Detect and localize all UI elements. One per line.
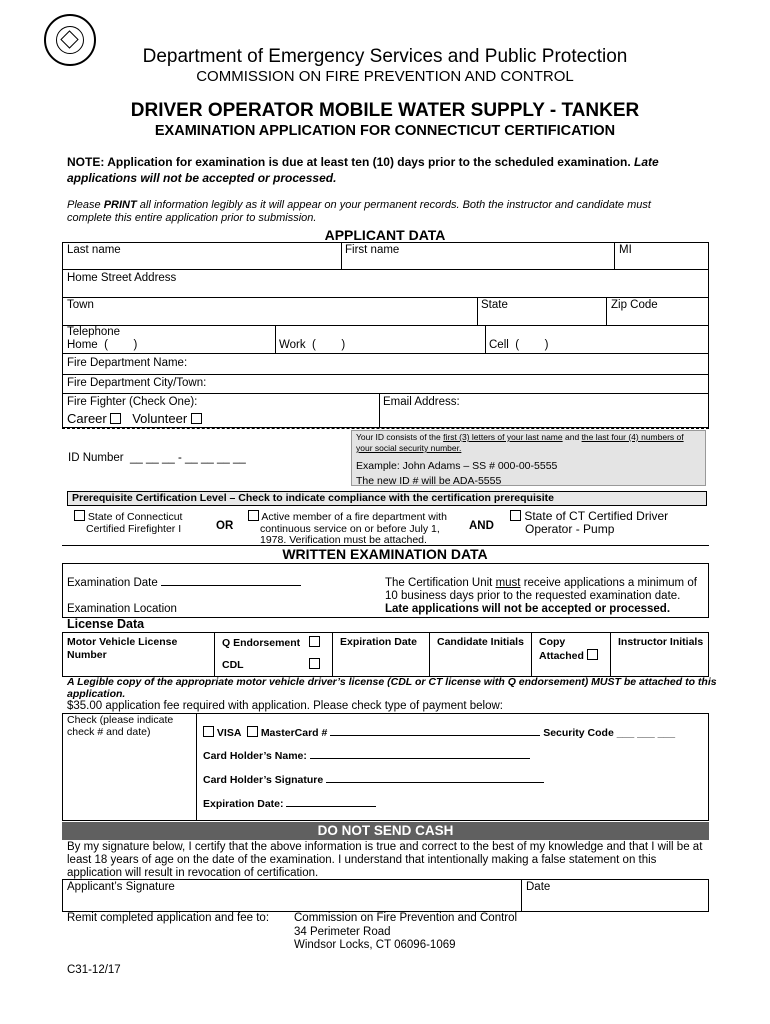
form-title: DRIVER OPERATOR MOBILE WATER SUPPLY - TANKER [130, 100, 640, 121]
department-name: Department of Emergency Services and Public Protection [142, 46, 628, 67]
mi-field[interactable]: MI [619, 244, 632, 256]
candidate-initials-field[interactable]: Candidate Initials [437, 636, 524, 648]
legible-copy-notice: A Legible copy of the appropriate motor vehicle driver’s license (CDL or CT license with Q endorsement) MUST be attached to this application. [67, 676, 717, 700]
visa-checkbox[interactable] [203, 726, 214, 737]
license-data-heading: License Data [67, 617, 145, 631]
town-field[interactable]: Town [67, 299, 94, 311]
written-exam-heading: WRITTEN EXAMINATION DATA [282, 546, 488, 562]
fire-fighter-check-label: Fire Fighter (Check One): [67, 396, 198, 408]
prereq-option-ff1: State of Connecticut Certified Firefighter I [74, 510, 182, 535]
id-number-field[interactable]: ID Number __ __ __ - __ __ __ __ [68, 452, 246, 464]
cell-phone-field[interactable]: Cell ( ) [489, 339, 549, 351]
expiration-date-field[interactable]: Expiration Date [340, 636, 418, 648]
note-text-line2: applications will not be accepted or processed. [67, 171, 337, 185]
work-phone-field[interactable]: Work ( ) [279, 339, 346, 351]
cdl-checkbox[interactable] [309, 658, 320, 669]
and-text: AND [469, 520, 494, 532]
volunteer-checkbox[interactable] [191, 413, 202, 424]
fire-department-name-field[interactable]: Fire Department Name: [67, 357, 188, 369]
prereq-option-driver-pump: State of CT Certified Driver Operator - Pump [510, 510, 668, 536]
copy-attached-option: Copy Attached [539, 636, 598, 663]
career-volunteer-options: Career Volunteer [67, 411, 202, 426]
check-payment-field[interactable]: Check (please indicate check # and date) [67, 714, 174, 738]
applicant-signature-field[interactable]: Applicant’s Signature [67, 881, 175, 893]
driver-pump-checkbox[interactable] [510, 510, 521, 521]
id-example-text: Example: John Adams – SS # 000-00-5555 [356, 460, 558, 472]
home-phone-field[interactable]: Home ( ) [67, 339, 138, 351]
remit-label: Remit completed application and fee to: [67, 912, 270, 924]
zip-code-field[interactable]: Zip Code [611, 299, 658, 311]
mastercard-checkbox[interactable] [247, 726, 258, 737]
signature-date-field[interactable]: Date [526, 881, 551, 893]
email-address-field[interactable]: Email Address: [383, 396, 460, 408]
telephone-label: Telephone [67, 326, 121, 338]
form-subtitle: EXAMINATION APPLICATION FOR CONNECTICUT CERTIFICATION [154, 123, 616, 139]
home-street-field[interactable]: Home Street Address [67, 272, 177, 284]
cdl-option: CDL [222, 659, 244, 671]
exam-date-field[interactable]: Examination Date [67, 577, 301, 589]
fee-text: $35.00 application fee required with application. Please check type of payment below: [67, 700, 503, 712]
print-instructions: Please PRINT all information legibly as it will appear on your permanent records. Both the instructor and candidate must [67, 199, 651, 211]
print-instructions-line2: complete this entire application prior to submission. [67, 212, 317, 224]
applicant-data-heading: APPLICANT DATA [324, 227, 446, 243]
exam-location-field[interactable]: Examination Location [67, 603, 177, 615]
copy-attached-checkbox[interactable] [587, 649, 598, 660]
certification-statement: By my signature below, I certify that the above information is true and correct to the best of my knowledge and that I will be at least 18 years of age on the date of the examination. I understand that intentionally making a false statement on this application will result in revocation of certification. [67, 841, 703, 879]
card-expiration-date-field[interactable]: Expiration Date: [203, 798, 376, 810]
ff1-checkbox[interactable] [74, 510, 85, 521]
first-name-field[interactable]: First name [345, 244, 400, 256]
fire-department-city-field[interactable]: Fire Department City/Town: [67, 377, 207, 389]
last-name-field[interactable]: Last name [67, 244, 121, 256]
id-new-text: The new ID # will be ADA-5555 [356, 475, 502, 487]
q-endorsement-option: Q Endorsement [222, 637, 301, 649]
commission-name: COMMISSION ON FIRE PREVENTION AND CONTROL [196, 68, 574, 85]
active-member-checkbox[interactable] [248, 510, 259, 521]
do-not-send-cash-banner: DO NOT SEND CASH [62, 822, 709, 840]
or-text: OR [216, 520, 234, 532]
prerequisite-heading: Prerequisite Certification Level – Check to indicate compliance with the certification prerequisite [72, 492, 554, 504]
state-field[interactable]: State [481, 299, 508, 311]
card-type-row: VISA MasterCard # Security Code ___ ___ ___ [203, 726, 675, 739]
id-info-text: Your ID consists of the first (3) letters of your last name and the last four (4) numbers of your social security number. [356, 432, 684, 453]
card-holder-name-field[interactable]: Card Holder’s Name: [203, 750, 530, 762]
certification-unit-notice: The Certification Unit must receive applications a minimum of 10 business days prior to the requested examination date. Late applications will not be accepted or processed. [385, 577, 697, 615]
q-endorsement-checkbox[interactable] [309, 636, 320, 647]
card-holder-signature-field[interactable]: Card Holder’s Signature [203, 774, 544, 786]
form-code: C31-12/17 [67, 964, 121, 976]
remit-address: Commission on Fire Prevention and Control 34 Perimeter Road Windsor Locks, CT 06096-1069 [294, 912, 518, 951]
career-checkbox[interactable] [110, 413, 121, 424]
instructor-initials-field[interactable]: Instructor Initials [618, 636, 704, 648]
prereq-option-active-member: Active member of a fire department with continuous service on or before July 1, 1978. Verification must be attached. [248, 510, 447, 547]
mv-license-number-field[interactable]: Motor Vehicle License Number [67, 636, 178, 661]
note-text: NOTE: Application for examination is due at least ten (10) days prior to the scheduled examination. Late [67, 155, 659, 169]
